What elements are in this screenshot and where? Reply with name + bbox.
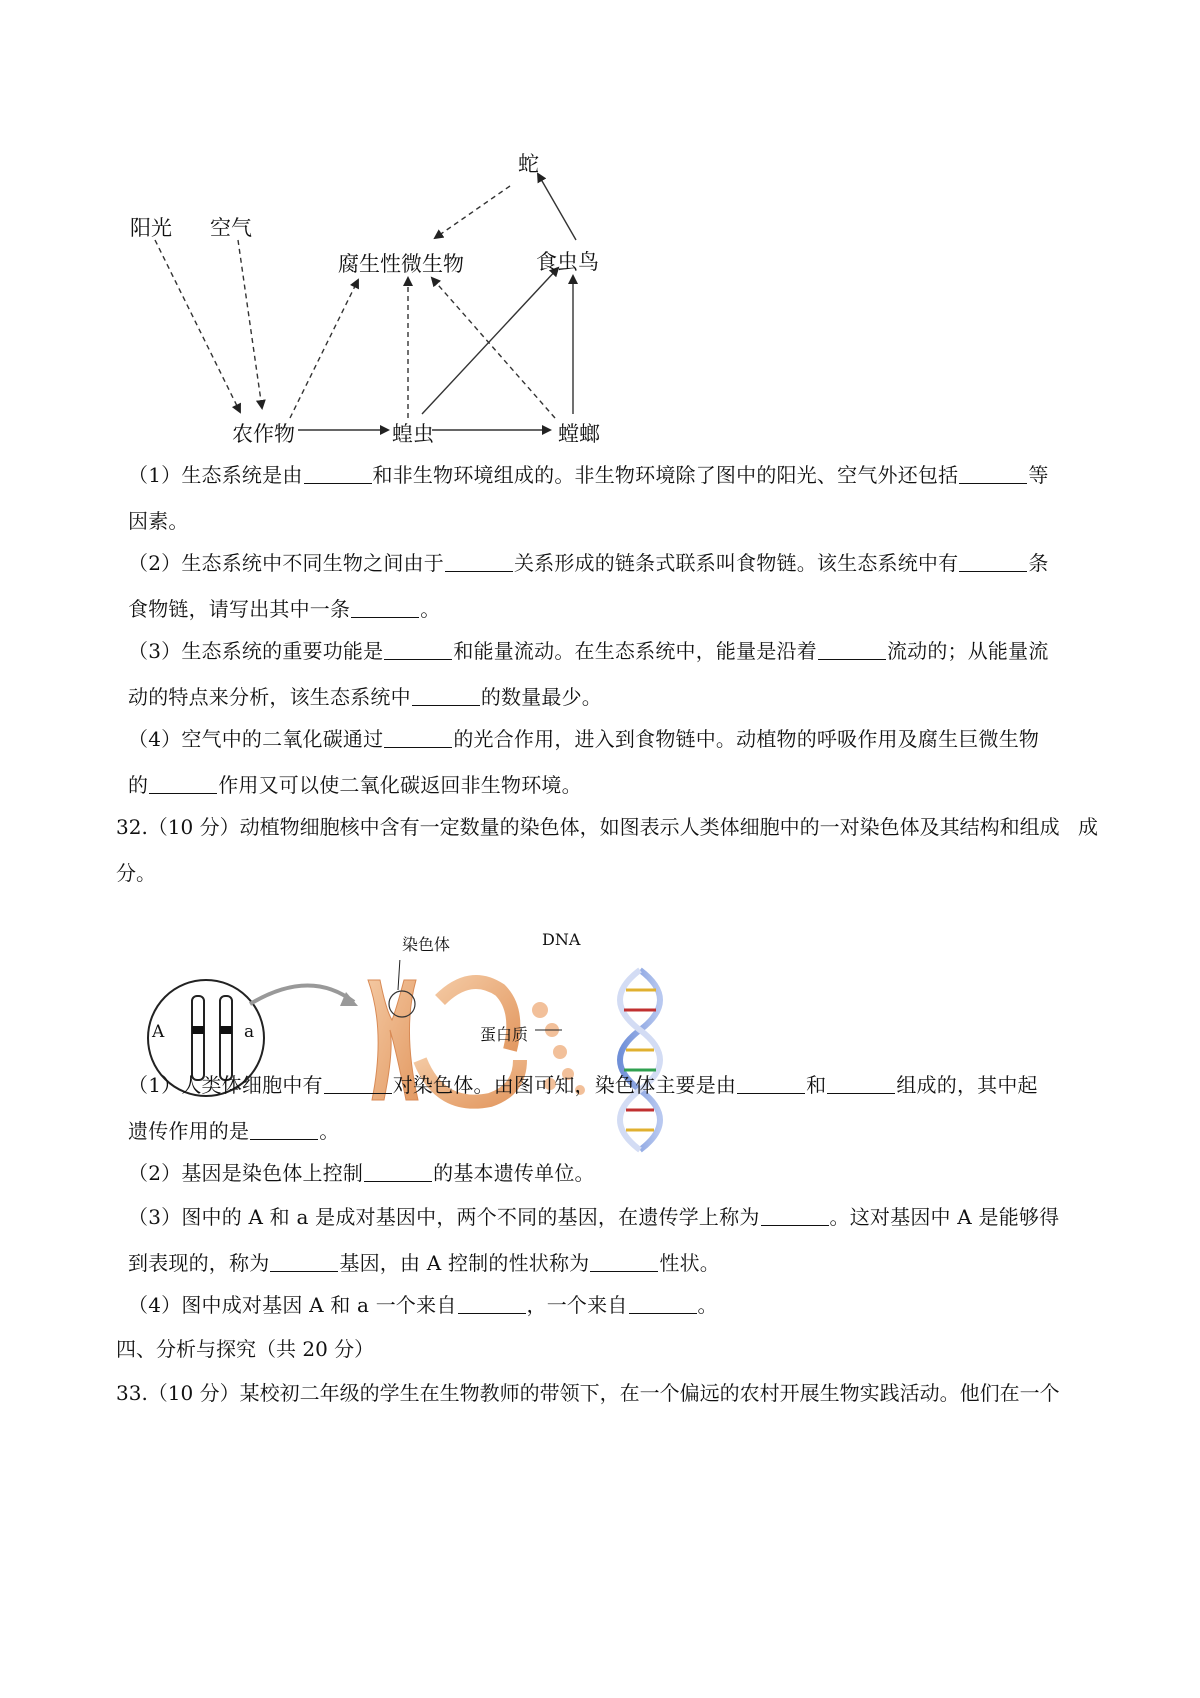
protein-label: 蛋白质 bbox=[480, 1025, 529, 1044]
answer-blank[interactable] bbox=[445, 553, 513, 572]
q32-p2-text-a: （2）基因是染色体上控制 bbox=[128, 1161, 364, 1185]
q31-p3-text-c: 流动的；从能量流 bbox=[886, 639, 1049, 663]
q31-p1-text-b: 和非生物环境组成的。非生物环境除了图中的阳光、空气外还包括 bbox=[372, 463, 959, 487]
q31-p1-text-c: 等 bbox=[1028, 463, 1049, 487]
q31-p3-line2 bbox=[128, 674, 1098, 720]
q32-p4-text-c: 。 bbox=[697, 1293, 718, 1317]
arrow-mantis-decomposers bbox=[432, 278, 555, 418]
answer-blank[interactable] bbox=[384, 729, 452, 748]
q31-p2-text-e: 。 bbox=[420, 597, 441, 621]
answer-blank[interactable] bbox=[761, 1207, 829, 1226]
node-decomposers: 腐生性微生物 bbox=[338, 252, 464, 276]
answer-blank[interactable] bbox=[737, 1075, 805, 1094]
q32-p3-text-d: 基因，由 A 控制的性状称为 bbox=[339, 1251, 590, 1275]
answer-blank[interactable] bbox=[351, 599, 419, 618]
q32-part4 bbox=[128, 1282, 1098, 1328]
q32-p3-text-a: （3）图中的 A 和 a 是成对基因中，两个不同的基因，在遗传学上称为 bbox=[128, 1205, 760, 1229]
answer-blank[interactable] bbox=[590, 1253, 658, 1272]
q31-p3-text-a: （3）生态系统的重要功能是 bbox=[128, 639, 384, 663]
arrow-sunlight-crops bbox=[155, 240, 240, 412]
q32-stem-text-b: 成分。 bbox=[116, 815, 1098, 885]
chromosome-pointer bbox=[398, 960, 400, 990]
node-sunlight: 阳光 bbox=[130, 216, 172, 240]
q32-stem bbox=[116, 804, 1098, 896]
answer-blank[interactable] bbox=[458, 1295, 526, 1314]
q32-p4-text-b: ，一个来自 bbox=[526, 1293, 628, 1317]
answer-blank[interactable] bbox=[959, 553, 1027, 572]
q32-p3-text-e: 性状。 bbox=[659, 1251, 720, 1275]
q31-p3-text-b: 和能量流动。在生态系统中，能量是沿着 bbox=[453, 639, 817, 663]
q31-p2-text-b: 关系形成的链条式联系叫食物链。该生态系统中有 bbox=[513, 551, 959, 575]
q31-p2-text-d: 食物链，请写出其中一条 bbox=[128, 597, 351, 621]
q32-part1 bbox=[128, 1062, 1098, 1154]
food-web-diagram bbox=[110, 130, 670, 490]
q33-stem: 33.（10 分）某校初二年级的学生在生物教师的带领下，在一个偏远的农村开展生物实践活动。他们在一个 bbox=[116, 1381, 1060, 1405]
q31-p4-text-a: （4）空气中的二氧化碳通过 bbox=[128, 727, 384, 751]
q31-part1 bbox=[128, 452, 1098, 544]
q32-stem-text-a: 32.（10 分）动植物细胞核中含有一定数量的染色体，如图表示人类体细胞中的一对染色体及其结构和组成 bbox=[116, 815, 1060, 839]
answer-blank[interactable] bbox=[629, 1295, 697, 1314]
q31-p4-text-c: 的 bbox=[128, 773, 149, 797]
node-locust: 蝗虫 bbox=[392, 422, 434, 446]
q31-part2 bbox=[128, 540, 1098, 632]
chromosome-label: 染色体 bbox=[402, 935, 451, 954]
q31-p4-text-b: 的光合作用，进入到食物链中。动植物的呼吸作用及腐生巨微生物 bbox=[453, 727, 1040, 751]
allele-a-label: a bbox=[244, 1022, 255, 1042]
q31-p4-text-d: 作用又可以使二氧化碳返回非生物环境。 bbox=[218, 773, 582, 797]
q31-p1-text-a: （1）生态系统是由 bbox=[128, 463, 303, 487]
node-snake: 蛇 bbox=[518, 152, 539, 176]
answer-blank[interactable] bbox=[250, 1121, 318, 1140]
q32-p1-text-c: 和 bbox=[806, 1073, 827, 1097]
q32-p3-text-b: 。这对基因中 A 是能够得 bbox=[829, 1205, 1060, 1229]
q31-p1-text-d: 因素。 bbox=[128, 509, 189, 533]
q31-p2-text-c: 条 bbox=[1028, 551, 1049, 575]
q31-p3-text-e: 的数量最少。 bbox=[480, 685, 603, 709]
q32-p1-text-b: 对染色体。由图可知，染色体主要是由 bbox=[392, 1073, 737, 1097]
answer-blank[interactable] bbox=[384, 641, 452, 660]
q31-part4 bbox=[128, 716, 1098, 808]
locus-a bbox=[220, 1026, 232, 1034]
node-insectivorous-bird: 食虫鸟 bbox=[536, 250, 599, 274]
q32-p1-text-f: 。 bbox=[319, 1119, 340, 1143]
answer-blank[interactable] bbox=[827, 1075, 895, 1094]
arrow-locust-bird bbox=[422, 268, 558, 414]
q32-part3 bbox=[128, 1194, 1098, 1286]
arrow-air-crops bbox=[238, 240, 262, 408]
locus-A bbox=[192, 1026, 204, 1034]
q31-p2-text-a: （2）生态系统中不同生物之间由于 bbox=[128, 551, 444, 575]
dna-label: DNA bbox=[542, 930, 581, 949]
q32-p4-text-a: （4）图中成对基因 A 和 a 一个来自 bbox=[128, 1293, 457, 1317]
q31-p2-line2 bbox=[128, 586, 1098, 632]
allele-A-label: A bbox=[152, 1022, 165, 1042]
q32-p3-line2 bbox=[128, 1240, 1098, 1286]
node-air: 空气 bbox=[210, 216, 252, 240]
arrow-bird-snake bbox=[538, 174, 576, 240]
q32-p1-text-d: 组成的，其中起 bbox=[896, 1073, 1038, 1097]
q32-p2-text-b: 的基本遗传单位。 bbox=[433, 1161, 595, 1185]
q32-p1-text-e: 遗传作用的是 bbox=[128, 1119, 250, 1143]
q32-p3-text-c: 到表现的，称为 bbox=[128, 1251, 270, 1275]
q32-p1-line2 bbox=[128, 1108, 1098, 1154]
section-4-title: 四、分析与探究（共 20 分） bbox=[116, 1337, 375, 1361]
arrow-crops-decomposers bbox=[290, 280, 358, 418]
q32-p1-text-a: （1）人类体细胞中有 bbox=[128, 1073, 323, 1097]
arrow-snake-decomposers bbox=[435, 186, 510, 238]
answer-blank[interactable] bbox=[304, 465, 372, 484]
answer-blank[interactable] bbox=[959, 465, 1027, 484]
curved-arrow bbox=[250, 985, 354, 1004]
q31-p4-line2 bbox=[128, 762, 1098, 808]
answer-blank[interactable] bbox=[364, 1163, 432, 1182]
q31-p3-text-d: 动的特点来分析，该生态系统中 bbox=[128, 685, 411, 709]
answer-blank[interactable] bbox=[324, 1075, 392, 1094]
node-mantis: 螳螂 bbox=[558, 422, 600, 446]
node-crops: 农作物 bbox=[232, 422, 295, 446]
answer-blank[interactable] bbox=[149, 775, 217, 794]
q31-part3 bbox=[128, 628, 1098, 720]
q32-part2 bbox=[128, 1150, 1098, 1196]
answer-blank[interactable] bbox=[270, 1253, 338, 1272]
answer-blank[interactable] bbox=[412, 687, 480, 706]
answer-blank[interactable] bbox=[818, 641, 886, 660]
